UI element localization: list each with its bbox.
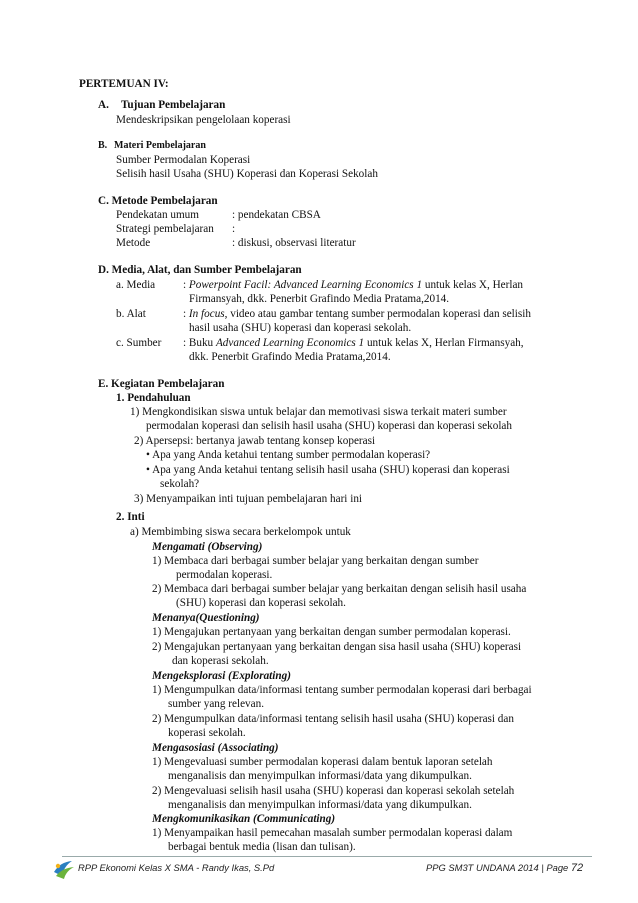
explorating-item-1-cont: sumber yang relevan. <box>168 698 264 710</box>
inti-title: 2. Inti <box>116 511 145 523</box>
pendahuluan-item-3: 3) Menyampaikan inti tujuan pembelajaran hari ini <box>134 493 363 505</box>
inti-a: a) Membimbing siswa secara berkelompok untuk <box>130 526 351 538</box>
page-number: 72 <box>570 862 584 874</box>
section-a-title: Tujuan Pembelajaran <box>121 99 226 111</box>
section-a-text: Mendeskripsikan pengelolaan koperasi <box>116 114 291 126</box>
explorating-item-2: 2) Mengumpulkan data/informasi tentang selisih hasil usaha (SHU) koperasi dan <box>152 713 514 725</box>
questioning-item-2-cont: dan koperasi sekolah. <box>172 655 269 667</box>
section-e-title: E. Kegiatan Pembelajaran <box>98 378 225 390</box>
sumber-label: c. Sumber <box>116 337 162 349</box>
observing-item-2-cont: (SHU) koperasi dan koperasi sekolah. <box>176 597 346 609</box>
observing-title: Mengamati (Observing) <box>152 541 263 553</box>
alat-label: b. Alat <box>116 308 146 320</box>
observing-item-2: 2) Membaca dari berbagai sumber belajar yang berkaitan dengan selisih hasil usaha <box>152 583 527 595</box>
communicating-item-1-cont: berbagai bentuk media (lisan dan tulisan). <box>168 841 356 853</box>
explorating-item-2-cont: koperasi sekolah. <box>168 727 246 739</box>
bullet-icon: • <box>146 449 150 461</box>
sumber-text: : Buku Advanced Learning Economics 1 untuk kelas X, Herlan Firmansyah, <box>183 337 524 349</box>
associating-item-1-cont: menganalisis dan menyimpulkan informasi/data yang dikumpulkan. <box>168 770 472 782</box>
associating-item-2: 2) Mengevaluasi selisih hasil usaha (SHU) koperasi dan koperasi sekolah setelah <box>152 785 515 797</box>
bullet-icon: • <box>146 464 150 476</box>
bullet-item-2: • Apa yang Anda ketahui tentang selisih hasil usaha (SHU) koperasi dan koperasi <box>146 464 510 476</box>
associating-title: Mengasosiasi (Associating) <box>152 742 279 754</box>
footer-right: PPG SM3T UNDANA 2014 | Page 72 <box>426 862 584 874</box>
bullet-item-2-cont: sekolah? <box>160 478 200 490</box>
section-b-line-1: Sumber Permodalan Koperasi <box>116 154 251 166</box>
section-c-value-3: : diskusi, observasi literatur <box>232 237 356 249</box>
footer-left: RPP Ekonomi Kelas X SMA - Randy Ikas, S.Pd <box>78 862 275 873</box>
pendahuluan-item-2: 2) Apersepsi: bertanya jawab tentang konsep koperasi <box>134 435 376 447</box>
pendahuluan-title: 1. Pendahuluan <box>116 392 191 404</box>
media-text-line-2: Firmansyah, dkk. Penerbit Grafindo Media Pratama,2014. <box>189 293 450 305</box>
pendahuluan-item-1-cont: permodalan koperasi dan selisih hasil usaha (SHU) koperasi dan koperasi sekolah <box>146 420 512 432</box>
observing-item-1-cont: permodalan koperasi. <box>176 569 273 581</box>
alat-text: : In focus, video atau gambar tentang sumber permodalan koperasi dan selisih <box>183 308 531 320</box>
section-d-title: D. Media, Alat, dan Sumber Pembelajaran <box>98 264 302 276</box>
media-label: a. Media <box>116 279 156 291</box>
page-heading: PERTEMUAN IV: <box>79 78 169 90</box>
pendahuluan-item-1: 1) Mengkondisikan siswa untuk belajar dan memotivasi siswa terkait materi sumber <box>130 406 507 418</box>
explorating-item-1: 1) Mengumpulkan data/informasi tentang sumber permodalan koperasi dari berbagai <box>152 684 532 696</box>
questioning-title: Menanya(Questioning) <box>152 612 260 624</box>
section-b-title: Materi Pembelajaran <box>114 140 206 151</box>
sumber-text-line-2: dkk. Penerbit Grafindo Media Pratama,2014. <box>189 351 391 363</box>
associating-item-2-cont: menganalisis dan menyimpulkan informasi/data yang dikumpulkan. <box>168 799 472 811</box>
communicating-title: Mengkomunikasikan (Communicating) <box>152 813 336 825</box>
section-b-label: B. <box>98 140 108 151</box>
questioning-item-1: 1) Mengajukan pertanyaan yang berkaitan dengan sumber permodalan koperasi. <box>152 626 511 638</box>
section-c-title: C. Metode Pembelajaran <box>98 195 218 207</box>
explorating-title: Mengeksplorasi (Explorating) <box>152 670 291 682</box>
bullet-item-1: • Apa yang Anda ketahui tentang sumber permodalan koperasi? <box>146 449 431 461</box>
section-c-key-3: Metode <box>116 237 151 249</box>
section-c-key-2: Strategi pembelajaran <box>116 223 214 235</box>
institution-logo-icon <box>52 858 76 880</box>
section-c-key-1: Pendekatan umum <box>116 209 199 221</box>
observing-item-1: 1) Membaca dari berbagai sumber belajar yang berkaitan dengan sumber <box>152 555 479 567</box>
section-c-value-1: : pendekatan CBSA <box>232 209 321 221</box>
section-c-value-2: : <box>232 223 236 235</box>
footer-divider <box>62 856 592 857</box>
media-text: : Powerpoint Facil: Advanced Learning Economics 1 untuk kelas X, Herlan <box>183 279 524 291</box>
section-a-label: A. <box>98 99 109 111</box>
section-b-line-2: Selisih hasil Usaha (SHU) Koperasi dan Koperasi Sekolah <box>116 168 378 180</box>
associating-item-1: 1) Mengevaluasi sumber permodalan koperasi dalam bentuk laporan setelah <box>152 756 493 768</box>
alat-text-line-2: hasil usaha (SHU) koperasi dan koperasi sekolah. <box>189 322 412 334</box>
communicating-item-1: 1) Menyampaikan hasil pemecahan masalah sumber permodalan koperasi dalam <box>152 827 513 839</box>
questioning-item-2: 2) Mengajukan pertanyaan yang berkaitan dengan sisa hasil usaha (SHU) koperasi <box>152 641 522 653</box>
